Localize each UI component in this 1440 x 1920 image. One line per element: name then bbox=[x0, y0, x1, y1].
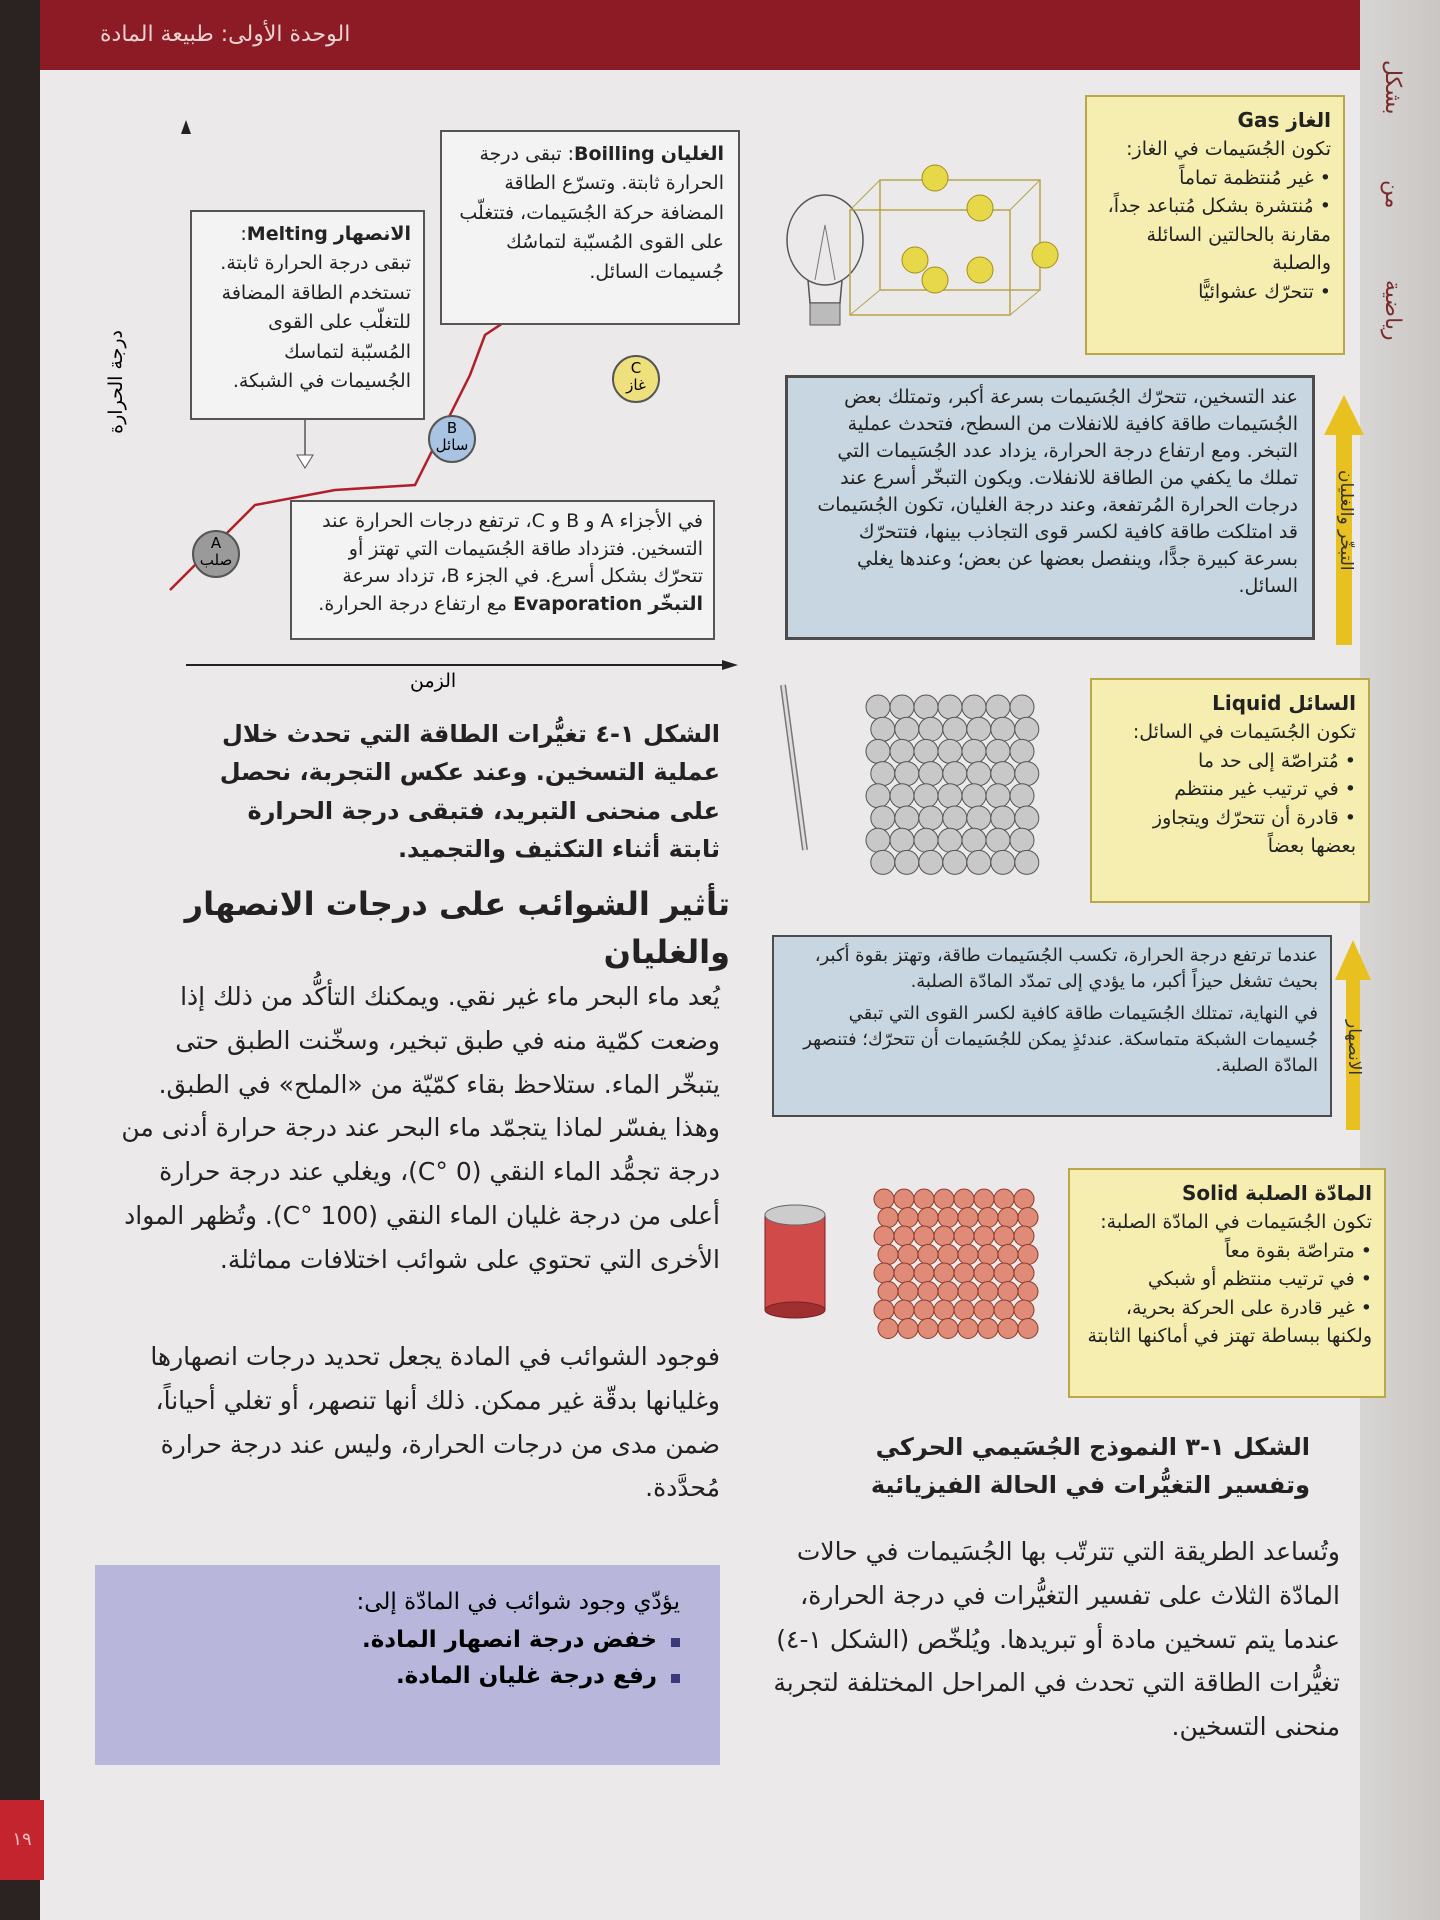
particle bbox=[914, 1300, 934, 1320]
liquid-state-box bbox=[1090, 678, 1370, 903]
boiling-text: تبقى درجة الحرارة ثابتة. وتسرّع الطاقة المضافة حركة الجُسَيمات، فتتغلّب على القوى المُسبّبة لتماسُك جُسيمات السائل. bbox=[459, 143, 724, 283]
particle bbox=[943, 717, 967, 741]
particle bbox=[958, 1245, 978, 1265]
particle bbox=[962, 784, 986, 808]
point-b-marker bbox=[428, 415, 476, 463]
gas-item: • مُنتشرة بشكل مُتباعد جداً، مقارنة بالحالتين السائلة والصلبة bbox=[1099, 192, 1331, 278]
edge-fragment: من bbox=[1380, 180, 1405, 209]
parts-text: في الأجزاء A و B و C، ترتفع درجات الحرارة عند التسخين. فتزداد طاقة الجُسَيمات التي تهتز أو تتحرّك بشكل أسرع. في الجزء B، تزداد سرعة bbox=[322, 510, 703, 588]
particle bbox=[978, 1208, 998, 1228]
particle bbox=[958, 1282, 978, 1302]
melting-explanation-p2: في النهاية، تمتلك الجُسَيمات طاقة كافية لكسر القوى التي تبقي جُسيمات الشبكة متماسكة. عندئذٍ يمكن للجُسَيمات أن تتحرّك؛ فتنصهر المادّة الصلبة. bbox=[803, 1003, 1318, 1077]
solid-list bbox=[1082, 1237, 1372, 1351]
particle bbox=[962, 739, 986, 763]
solid-item: • متراصّة بقوة معاً bbox=[1082, 1237, 1372, 1266]
point-b-label: سائل bbox=[435, 436, 469, 454]
melting-term-en: Melting bbox=[246, 223, 328, 245]
particle bbox=[866, 828, 890, 852]
particle bbox=[938, 695, 962, 719]
particle bbox=[895, 762, 919, 786]
particle bbox=[934, 1189, 954, 1209]
particle bbox=[866, 695, 890, 719]
gas-item: • تتحرّك عشوائيًّا bbox=[1099, 278, 1331, 307]
unit-title: الوحدة الأولى: طبيعة المادة bbox=[100, 22, 351, 47]
evaporation-term: التبخّر bbox=[648, 592, 703, 615]
particle bbox=[934, 1300, 954, 1320]
particle bbox=[954, 1189, 974, 1209]
particle bbox=[1014, 1263, 1034, 1283]
particle bbox=[898, 1319, 918, 1339]
bullet-square-icon bbox=[671, 1638, 680, 1647]
particle bbox=[1010, 784, 1034, 808]
point-c-letter: C bbox=[630, 359, 642, 377]
summary-list bbox=[135, 1627, 680, 1689]
particle bbox=[1015, 717, 1039, 741]
particle bbox=[998, 1282, 1018, 1302]
particle bbox=[890, 784, 914, 808]
particle bbox=[954, 1263, 974, 1283]
particle bbox=[938, 1245, 958, 1265]
particle bbox=[866, 739, 890, 763]
solid-state-box bbox=[1068, 1168, 1386, 1398]
particle bbox=[994, 1226, 1014, 1246]
particle bbox=[874, 1300, 894, 1320]
particle bbox=[958, 1208, 978, 1228]
parts-tail: مع ارتفاع درجة الحرارة. bbox=[318, 592, 508, 615]
particle bbox=[914, 1226, 934, 1246]
liquid-item: • في ترتيب غير منتظم bbox=[1104, 775, 1356, 804]
melting-explanation-p1: عندما ترتفع درجة الحرارة، تكسب الجُسَيمات طاقة، وتهتز بقوة أكبر، بحيث تشغل حيزاً أكبر، ما يؤدي إلى تمدّد المادّة الصلبة. bbox=[814, 945, 1318, 993]
particle bbox=[1010, 739, 1034, 763]
particle bbox=[878, 1319, 898, 1339]
point-c-marker bbox=[612, 355, 660, 403]
particle bbox=[1010, 828, 1034, 852]
particle bbox=[938, 1282, 958, 1302]
particle bbox=[938, 1208, 958, 1228]
melting-explanation bbox=[772, 935, 1332, 1117]
particle bbox=[890, 739, 914, 763]
particle bbox=[918, 1319, 938, 1339]
particle bbox=[874, 1189, 894, 1209]
particle bbox=[934, 1263, 954, 1283]
particle bbox=[974, 1263, 994, 1283]
particle bbox=[998, 1319, 1018, 1339]
paragraph-impure-water: يُعد ماء البحر ماء غير نقي. ويمكنك التأكُّد من ذلك إذا وضعت كمّية منه في طبق تبخير، وسخّنت الطبق حتى يتبخّر الماء. ستلاحظ بقاء كمّيّة من «الملح» في الطبق. وهذا يفسّر لماذا يتجمّد ماء البحر عند درجة حرارة أدنى من درجة تجمُّد الماء النقي (0 °C)، ويغلي عند درجة حرارة أعلى من درجة غليان الماء النقي (100 °C). وتُظهر المواد الأخرى التي تحتوي على شوائب اختلافات مماثلة. bbox=[121, 982, 720, 1274]
particle bbox=[1015, 806, 1039, 830]
x-axis-arrow bbox=[722, 660, 738, 670]
paragraph-impurities-effect: فوجود الشوائب في المادة يجعل تحديد درجات انصهارها وغليانها بدقّة غير ممكن. ذلك أنها تنصهر، أو تغلي أحياناً، ضمن مدى من درجات الحرارة، وليس عند درجة حرارة مُحدَّدة. bbox=[150, 1342, 720, 1503]
y-axis-arrow bbox=[181, 120, 191, 134]
particle bbox=[919, 806, 943, 830]
particle bbox=[878, 1282, 898, 1302]
particle bbox=[954, 1226, 974, 1246]
particle bbox=[986, 828, 1010, 852]
point-c-label: غاز bbox=[626, 376, 646, 394]
particle bbox=[1014, 1300, 1034, 1320]
boiling-callout: الغليان Boilling: تبقى درجة الحرارة ثابتة. وتسرّع الطاقة المضافة حركة الجُسَيمات، فتتغلّب على القوى المُسبّبة لتماسُك جُسيمات السائل. bbox=[440, 130, 740, 325]
particle bbox=[894, 1263, 914, 1283]
gas-item: • غير مُنتظمة تماماً bbox=[1099, 164, 1331, 193]
particle bbox=[895, 717, 919, 741]
particle bbox=[878, 1245, 898, 1265]
section-heading: تأثير الشوائب على درجات الانصهار والغليان bbox=[184, 885, 730, 971]
particle bbox=[991, 806, 1015, 830]
particle bbox=[1018, 1319, 1038, 1339]
particle bbox=[967, 762, 991, 786]
point-a-letter: A bbox=[210, 534, 222, 552]
particle bbox=[874, 1263, 894, 1283]
melting-pointer-head bbox=[297, 455, 313, 468]
particle bbox=[998, 1208, 1018, 1228]
particle bbox=[986, 784, 1010, 808]
particle bbox=[1018, 1282, 1038, 1302]
liquid-particles-cube bbox=[860, 685, 1070, 885]
particle bbox=[938, 1319, 958, 1339]
thermometer-illustration bbox=[775, 680, 815, 860]
melting-text: تبقى درجة الحرارة ثابتة. تستخدم الطاقة المضافة للتغلّب على القوى المُسبّبة لتماسك الجُسيمات في الشبكة. bbox=[220, 252, 411, 393]
particle bbox=[994, 1300, 1014, 1320]
particle bbox=[1010, 695, 1034, 719]
point-a-label: صلب bbox=[199, 551, 233, 569]
particle bbox=[938, 739, 962, 763]
particle bbox=[1015, 762, 1039, 786]
particle bbox=[898, 1245, 918, 1265]
particle bbox=[878, 1208, 898, 1228]
summary-item: خفض درجة انصهار المادة. bbox=[135, 1627, 680, 1653]
particle bbox=[1018, 1245, 1038, 1265]
gas-state-box bbox=[1085, 95, 1345, 355]
particle bbox=[871, 806, 895, 830]
can-illustration bbox=[760, 1200, 830, 1320]
figure-1-3-caption: الشكل ١-٣ النموذج الجُسَيمي الحركي وتفسير التغيُّرات في الحالة الفيزيائية bbox=[870, 1433, 1310, 1500]
evaporation-term-en: Evaporation bbox=[513, 592, 643, 615]
particle bbox=[918, 1282, 938, 1302]
parts-callout bbox=[290, 500, 715, 640]
particle bbox=[894, 1189, 914, 1209]
liquid-list bbox=[1104, 747, 1356, 861]
particle bbox=[894, 1226, 914, 1246]
particle bbox=[874, 1226, 894, 1246]
liquid-title: السائل Liquid bbox=[1212, 691, 1356, 715]
particle bbox=[919, 717, 943, 741]
particle bbox=[958, 1319, 978, 1339]
particle bbox=[991, 762, 1015, 786]
particle bbox=[914, 695, 938, 719]
x-axis-label: الزمن bbox=[410, 670, 457, 692]
particle bbox=[986, 695, 1010, 719]
particle bbox=[918, 1208, 938, 1228]
particle bbox=[914, 1189, 934, 1209]
particle bbox=[919, 762, 943, 786]
particle bbox=[866, 784, 890, 808]
particle bbox=[1014, 1189, 1034, 1209]
point-a-marker bbox=[192, 530, 240, 578]
solid-title: المادّة الصلبة Solid bbox=[1182, 1181, 1372, 1205]
y-axis-label: درجة الحرارة bbox=[105, 330, 127, 434]
particle bbox=[1018, 1208, 1038, 1228]
bullet-square-icon bbox=[671, 1674, 680, 1683]
summary-item: رفع درجة غليان المادة. bbox=[135, 1663, 680, 1689]
particle bbox=[871, 762, 895, 786]
evaporation-boiling-explanation: عند التسخين، تتحرّك الجُسَيمات بسرعة أكبر، وتمتلك بعض الجُسَيمات طاقة كافية للانفلات من السطح، فتحدث عملية التبخر. ومع ارتفاع درجة الحرارة، يزداد عدد الجُسَيمات التي تملك ما يكفي من الطاقة للانفلات. ويكون التبخّر أسرع عند درجات الحرارة المُرتفعة، وعند درجة الغليان، تكون الجُسَيمات قد امتلكت طاقة كافية لكسر قوى التجاذب بينها، فتتحرّك بسرعة كبيرة جدًّا، وينفصل بعضها عن بعض؛ وعندها يغلي السائل. bbox=[785, 375, 1315, 640]
liquid-intro: تكون الجُسَيمات في السائل: bbox=[1132, 721, 1356, 743]
particle bbox=[998, 1245, 1018, 1265]
particle bbox=[895, 806, 919, 830]
particle bbox=[978, 1245, 998, 1265]
particle bbox=[914, 739, 938, 763]
particle bbox=[871, 717, 895, 741]
particle bbox=[994, 1189, 1014, 1209]
gas-intro: تكون الجُسَيمات في الغاز: bbox=[1126, 138, 1331, 160]
particle bbox=[895, 850, 919, 874]
figure-1-4-caption: الشكل ١-٤ تغيُّرات الطاقة التي تحدث خلال عملية التسخين. وعند عكس التجربة، نحصل على منحنى التبريد، فتبقى درجة الحرارة ثابتة أثناء التكثيف والتجميد. bbox=[219, 720, 720, 864]
gas-list bbox=[1099, 164, 1331, 307]
point-b-letter: B bbox=[446, 419, 458, 437]
arrow-boil-label: التبخّر والغليان bbox=[1336, 470, 1356, 571]
particle bbox=[1014, 1226, 1034, 1246]
particle bbox=[938, 828, 962, 852]
particle bbox=[898, 1208, 918, 1228]
melting-term: الانصهار bbox=[333, 223, 411, 245]
particle bbox=[974, 1189, 994, 1209]
particle bbox=[978, 1319, 998, 1339]
particle bbox=[967, 717, 991, 741]
particle bbox=[962, 695, 986, 719]
particle bbox=[894, 1300, 914, 1320]
gas-title: الغاز Gas bbox=[1237, 108, 1331, 132]
edge-fragment: رياضية bbox=[1380, 280, 1405, 341]
particle bbox=[974, 1300, 994, 1320]
paragraph-particle-arrangement: وتُساعد الطريقة التي تترتّب بها الجُسَيمات في حالات المادّة الثلاث على تفسير التغيُّرات في درجة الحرارة، عندما يتم تسخين مادة أو تبريدها. ويُلخّص (الشكل ١-٤) تغيُّرات الطاقة التي تحدث في المراحل المختلفة لتجربة منحنى التسخين. bbox=[773, 1537, 1340, 1741]
impurities-summary-box bbox=[95, 1565, 720, 1765]
particle bbox=[967, 850, 991, 874]
particle bbox=[890, 695, 914, 719]
arrow-melt-label: الانصهار bbox=[1344, 1020, 1364, 1076]
particle bbox=[991, 850, 1015, 874]
particle bbox=[943, 850, 967, 874]
particle bbox=[954, 1300, 974, 1320]
page-number: ١٩ bbox=[0, 1800, 44, 1880]
particle bbox=[938, 784, 962, 808]
particle bbox=[974, 1226, 994, 1246]
particle bbox=[943, 762, 967, 786]
boiling-term: الغليان bbox=[660, 143, 724, 165]
particle bbox=[967, 806, 991, 830]
gas-particles-cube bbox=[840, 150, 1070, 320]
particle bbox=[934, 1226, 954, 1246]
particle bbox=[986, 739, 1010, 763]
particle bbox=[890, 828, 914, 852]
particle bbox=[871, 850, 895, 874]
particle bbox=[918, 1245, 938, 1265]
particle bbox=[914, 1263, 934, 1283]
particle bbox=[978, 1282, 998, 1302]
particle bbox=[898, 1282, 918, 1302]
particle bbox=[962, 828, 986, 852]
liquid-item: • قادرة أن تتحرّك ويتجاوز بعضها بعضاً bbox=[1104, 804, 1356, 861]
particle bbox=[1015, 850, 1039, 874]
particle bbox=[994, 1263, 1014, 1283]
liquid-item: • مُتراصّة إلى حد ما bbox=[1104, 747, 1356, 776]
solid-item: • غير قادرة على الحركة بحرية، ولكنها ببساطة تهتز في أماكنها الثابتة bbox=[1082, 1294, 1372, 1351]
solid-item: • في ترتيب منتظم أو شبكي bbox=[1082, 1265, 1372, 1294]
boiling-term-en: Boilling bbox=[574, 143, 655, 165]
particle bbox=[943, 806, 967, 830]
particle bbox=[919, 850, 943, 874]
edge-fragment: بشكل bbox=[1380, 60, 1405, 115]
melting-callout: الانصهار Melting: تبقى درجة الحرارة ثابتة. تستخدم الطاقة المضافة للتغلّب على القوى المُسبّبة لتماسك الجُسيمات في الشبكة. bbox=[190, 210, 425, 420]
particle bbox=[991, 717, 1015, 741]
solid-intro: تكون الجُسَيمات في المادّة الصلبة: bbox=[1100, 1211, 1372, 1233]
particle bbox=[914, 784, 938, 808]
particle bbox=[914, 828, 938, 852]
solid-particles-cube bbox=[870, 1185, 1050, 1360]
summary-lead: يؤدّي وجود شوائب في المادّة إلى: bbox=[356, 1589, 680, 1615]
